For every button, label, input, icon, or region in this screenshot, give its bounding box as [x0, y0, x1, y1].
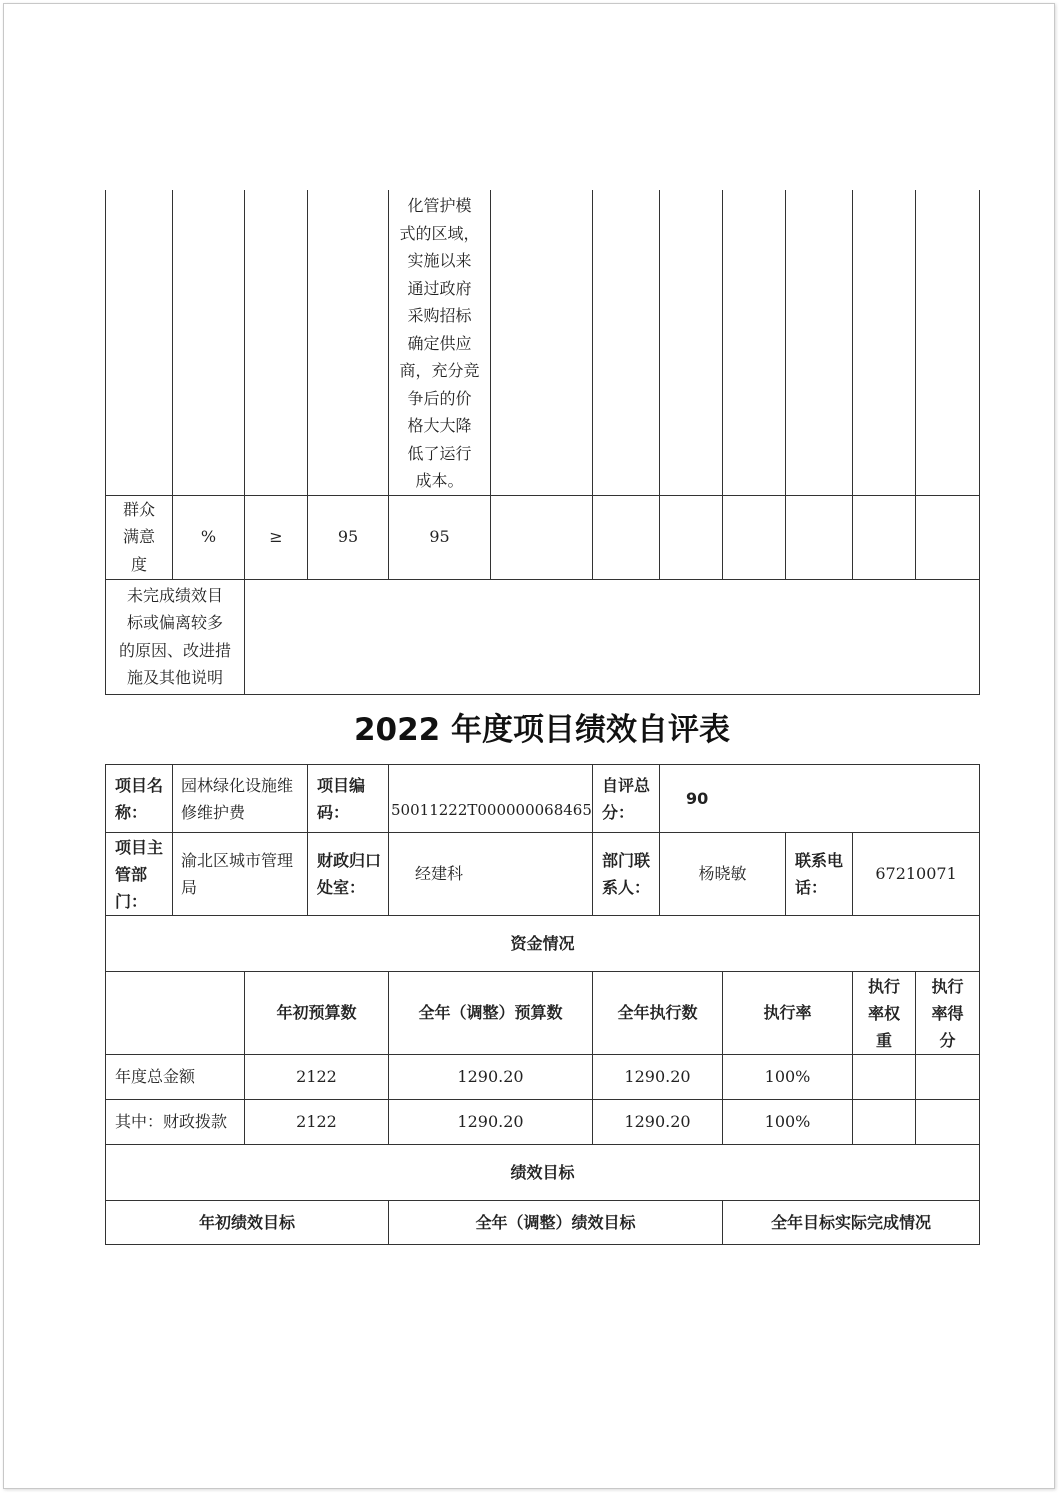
- funds-header-row: [106, 972, 980, 1055]
- description-line: 采购招标: [407, 306, 472, 325]
- dept-value: 渝北区城市管理局: [173, 833, 308, 916]
- row-weight: [853, 1055, 916, 1100]
- adjusted-targets-header: 全年（调整）绩效目标: [389, 1201, 723, 1245]
- description-line: 式的区域，: [399, 223, 480, 243]
- dept-label: 项目主管部门：: [106, 833, 173, 916]
- description-line: 格大大降: [407, 416, 472, 435]
- row-rate: 100%: [723, 1055, 853, 1100]
- upper-indicator-table: [105, 190, 980, 695]
- row-executed: 1290.20: [593, 1055, 723, 1100]
- satisfaction-name-line: 满意: [122, 527, 155, 547]
- description-line: 确定供应: [407, 333, 472, 353]
- self-score-value: 90: [660, 765, 980, 833]
- row-initial: 2122: [245, 1100, 389, 1145]
- row-adjusted: 1290.20: [389, 1100, 593, 1145]
- header-rate: 执行率: [723, 972, 853, 1055]
- row-score: [916, 1100, 980, 1145]
- targets-section-title: 绩效目标: [106, 1145, 980, 1201]
- funds-header-blank: [106, 972, 245, 1055]
- notes-label-line: 标或偏离较多: [126, 613, 223, 632]
- description-line: 成本。: [415, 471, 464, 490]
- notes-label-line: 施及其他说明: [126, 668, 223, 687]
- row-score: [916, 1055, 980, 1100]
- satisfaction-row: [106, 495, 980, 579]
- satisfaction-unit: %: [173, 495, 245, 579]
- contact-value: 杨晓敏: [660, 833, 786, 916]
- continued-indicator-row: [106, 190, 980, 495]
- finance-office-value: 经建科: [389, 833, 593, 916]
- header-executed: 全年执行数: [593, 972, 723, 1055]
- row-executed: 1290.20: [593, 1100, 723, 1145]
- funds-row-total: [106, 1055, 980, 1100]
- satisfaction-actual: 95: [389, 495, 491, 579]
- satisfaction-name-line: 群众: [122, 499, 155, 519]
- header-weight: 执行率权重: [853, 972, 916, 1055]
- header-score: 执行率得分: [916, 972, 980, 1055]
- row-rate: 100%: [723, 1100, 853, 1145]
- satisfaction-target: 95: [308, 495, 389, 579]
- satisfaction-name: [106, 495, 173, 579]
- funds-section-row: [106, 916, 980, 972]
- phone-label: 联系电话：: [786, 833, 853, 916]
- notes-label: [106, 579, 245, 694]
- project-name-label: 项目名称：: [106, 765, 173, 833]
- row-label: 年度总金额: [106, 1055, 245, 1100]
- initial-targets-header: 年初绩效目标: [106, 1201, 389, 1245]
- description-line: 商，充分竞: [399, 361, 480, 380]
- row-initial: 2122: [245, 1055, 389, 1100]
- notes-label-line: 未完成绩效目: [126, 585, 223, 605]
- targets-section-row: [106, 1145, 980, 1201]
- satisfaction-name-line: 度: [130, 554, 147, 574]
- description-line: 化管护模: [407, 196, 472, 215]
- targets-header-row: [106, 1201, 980, 1245]
- project-code-value: 50011222T000000068465: [389, 765, 593, 833]
- page-title: 2022 年度项目绩效自评表: [353, 712, 731, 748]
- header-initial-budget: 年初预算数: [245, 972, 389, 1055]
- project-info-row: [106, 765, 980, 833]
- row-adjusted: 1290.20: [389, 1055, 593, 1100]
- continued-description-cell: [389, 190, 491, 495]
- finance-office-label: 财政归口处室：: [308, 833, 389, 916]
- actual-completion-header: 全年目标实际完成情况: [723, 1201, 980, 1245]
- notes-content: [245, 579, 980, 694]
- description-line: 通过政府: [407, 278, 472, 298]
- notes-label-line: 的原因、改进措: [118, 640, 231, 660]
- notes-row: [106, 579, 980, 694]
- contact-label: 部门联系人：: [593, 833, 660, 916]
- phone-value: 67210071: [853, 833, 980, 916]
- funds-section-title: 资金情况: [106, 916, 980, 972]
- continued-description-text: [400, 190, 480, 495]
- funds-row-fiscal: [106, 1100, 980, 1145]
- description-line: 低了运行: [407, 443, 472, 463]
- project-code-label: 项目编码：: [308, 765, 389, 833]
- satisfaction-operator: ≥: [245, 495, 308, 579]
- self-evaluation-table: [105, 764, 980, 1245]
- header-adjusted-budget: 全年（调整）预算数: [389, 972, 593, 1055]
- project-name-value: 园林绿化设施维修维护费: [173, 765, 308, 833]
- row-weight: [853, 1100, 916, 1145]
- description-line: 实施以来: [407, 251, 472, 270]
- row-label: 其中：财政拨款: [106, 1100, 245, 1145]
- department-row: [106, 833, 980, 916]
- self-score-label: 自评总分：: [593, 765, 660, 833]
- description-line: 争后的价: [407, 388, 472, 408]
